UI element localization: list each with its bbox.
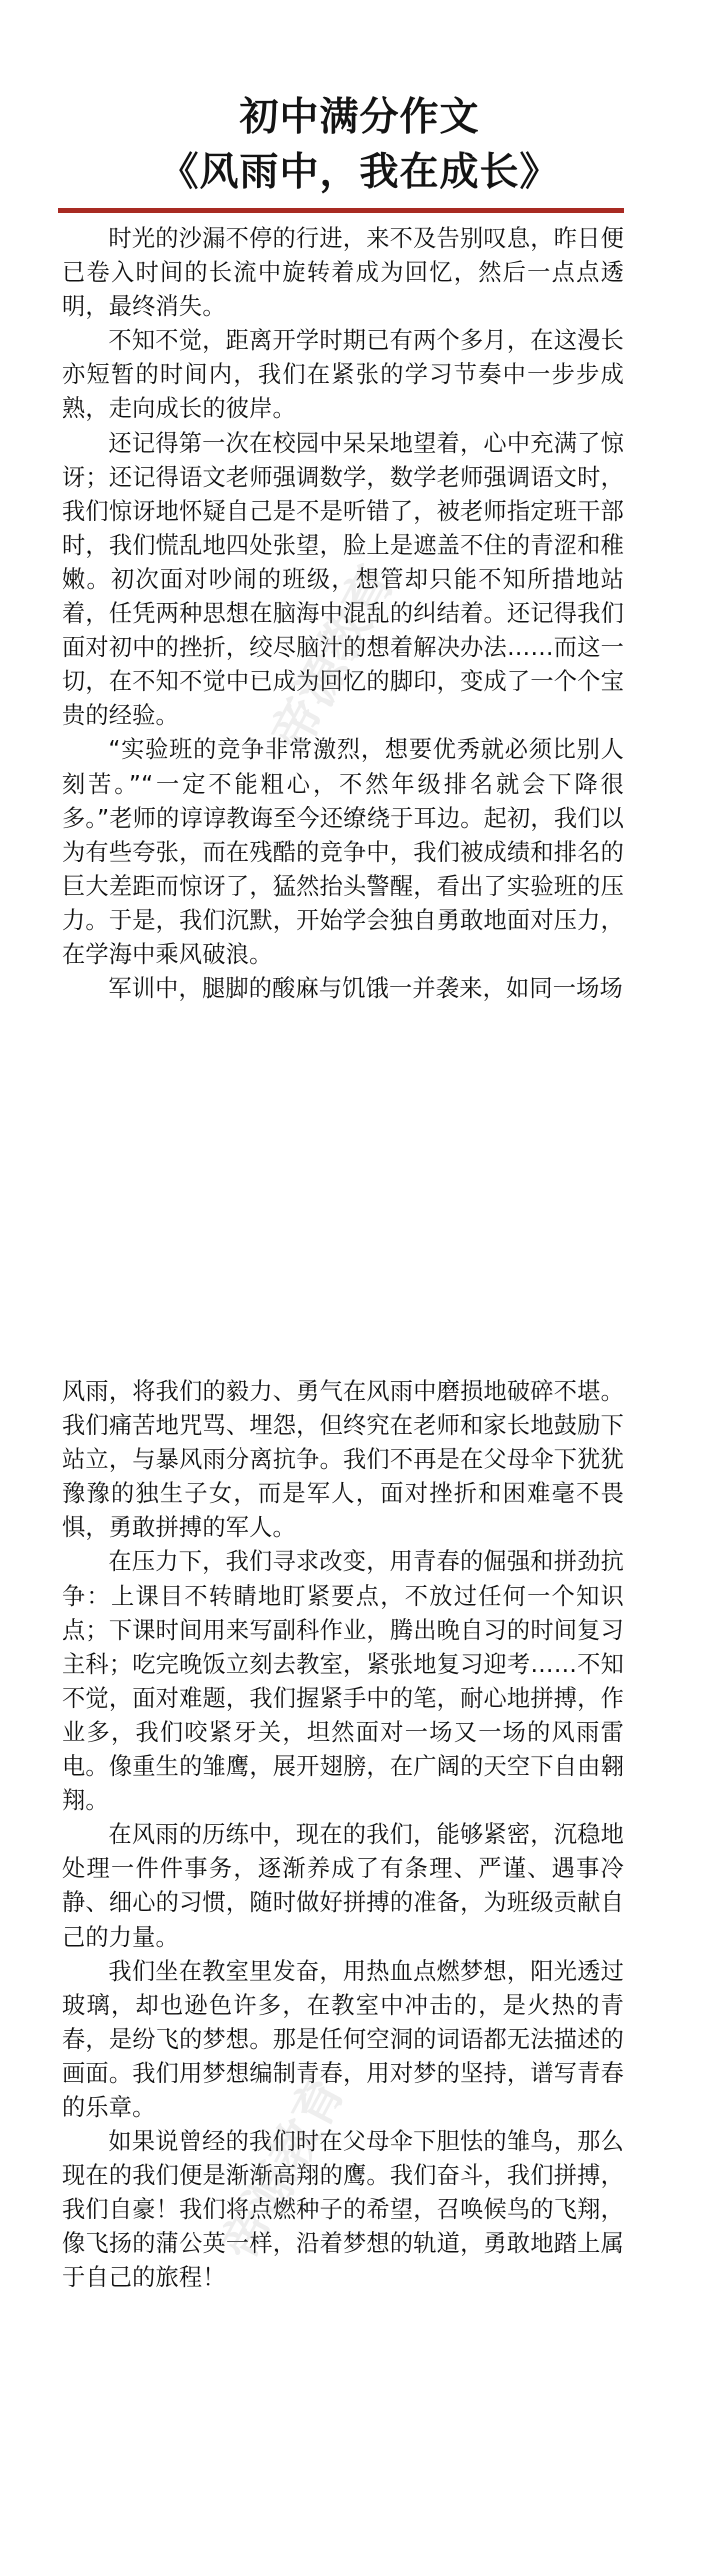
watermark: 帝源教育 <box>260 555 407 760</box>
article-section-bottom <box>62 1375 624 2296</box>
paragraph: 在风雨的历练中，现在的我们，能够紧密，沉稳地处理一件件事务，逐渐养成了有条理、严谨、遇事冷静、细心的习惯，随时做好拼搏的准备，为班级贡献自己的力量。 <box>62 1821 624 1951</box>
paragraph: 在压力下，我们寻求改变，用青春的倔强和拼劲抗争：上课目不转睛地盯紧要点，不放过任何一个知识点；下课时间用来写副科作业，腾出晚自习的时间复习主科；吃完晚饭立刻去教室，紧张地复习迎考……不知不觉，面对难题，我们握紧手中的笔，耐心地拼搏，作业多，我们咬紧牙关，坦然面对一场又一场的风雨雷电。像重生的雏鹰，展开翅膀，在广阔的天空下自由翱翔。 <box>62 1548 624 1815</box>
article-section-top <box>62 222 624 1006</box>
paragraph: 还记得第一次在校园中呆呆地望着，心中充满了惊讶；还记得语文老师强调数学，数学老师强调语文时，我们惊讶地怀疑自己是不是听错了，被老师指定班干部时，我们慌乱地四处张望，脸上是遮盖不住的青涩和稚嫩。初次面对吵闹的班级，想管却只能不知所措地站着，任凭两种思想在脑海中混乱的纠结着。还记得我们面对初中的挫折，绞尽脑汁的想着解决办法……而这一切，在不知不觉中已成为回忆的脚印，变成了一个个宝贵的经验。 <box>62 429 624 730</box>
paragraph: 如果说曾经的我们时在父母伞下胆怯的雏鸟，那么现在的我们便是渐渐高翔的鹰。我们奋斗，我们拼搏，我们自豪！我们将点燃种子的希望，召唤候鸟的飞翔，像飞扬的蒲公英一样，沿着梦想的轨道，勇敢地踏上属于自己的旅程！ <box>62 2128 624 2292</box>
title-divider <box>58 208 624 213</box>
title-category: 初中满分作文 <box>239 95 480 140</box>
paragraph: 时光的沙漏不停的行进，来不及告别叹息，昨日便已卷入时间的长流中旋转着成为回忆，然后一点点透明，最终消失。 <box>62 225 624 321</box>
title-block <box>0 90 719 200</box>
paragraph: “实验班的竞争非常激烈，想要优秀就必须比别人刻苦。”“一定不能粗心，不然年级排名就会下降很多。”老师的谆谆教诲至今还缭绕于耳边。起初，我们以为有些夸张，而在残酷的竞争中，我们被成绩和排名的巨大差距而惊讶了，猛然抬头警醒，看出了实验班的压力。于是，我们沉默，开始学会独自勇敢地面对压力，在学海中乘风破浪。 <box>62 736 624 968</box>
watermark: 帝源教育 <box>210 2065 357 2270</box>
paragraph: 不知不觉，距离开学时期已有两个多月，在这漫长亦短暂的时间内，我们在紧张的学习节奏中一步步成熟，走向成长的彼岸。 <box>62 327 624 423</box>
paragraph: 我们坐在教室里发奋，用热血点燃梦想，阳光透过玻璃，却也逊色许多，在教室中冲击的，是火热的青春，是纷飞的梦想。那是任何空洞的词语都无法描述的画面。我们用梦想编制青春，用对梦的坚持，谱写青春的乐章。 <box>62 1957 624 2121</box>
paragraph: 军训中，腿脚的酸麻与饥饿一并袭来，如同一场场 <box>108 975 623 1003</box>
essay-title: 《风雨中，我在成长》 <box>159 150 560 195</box>
paragraph-continuation: 风雨，将我们的毅力、勇气在风雨中磨损地破碎不堪。我们痛苦地咒骂、埋怨，但终究在老师和家长地鼓励下站立，与暴风雨分离抗争。我们不再是在父母伞下犹犹豫豫的独生子女，而是军人，面对挫折和困难毫不畏惧，勇敢拼搏的军人。 <box>62 1378 624 1542</box>
